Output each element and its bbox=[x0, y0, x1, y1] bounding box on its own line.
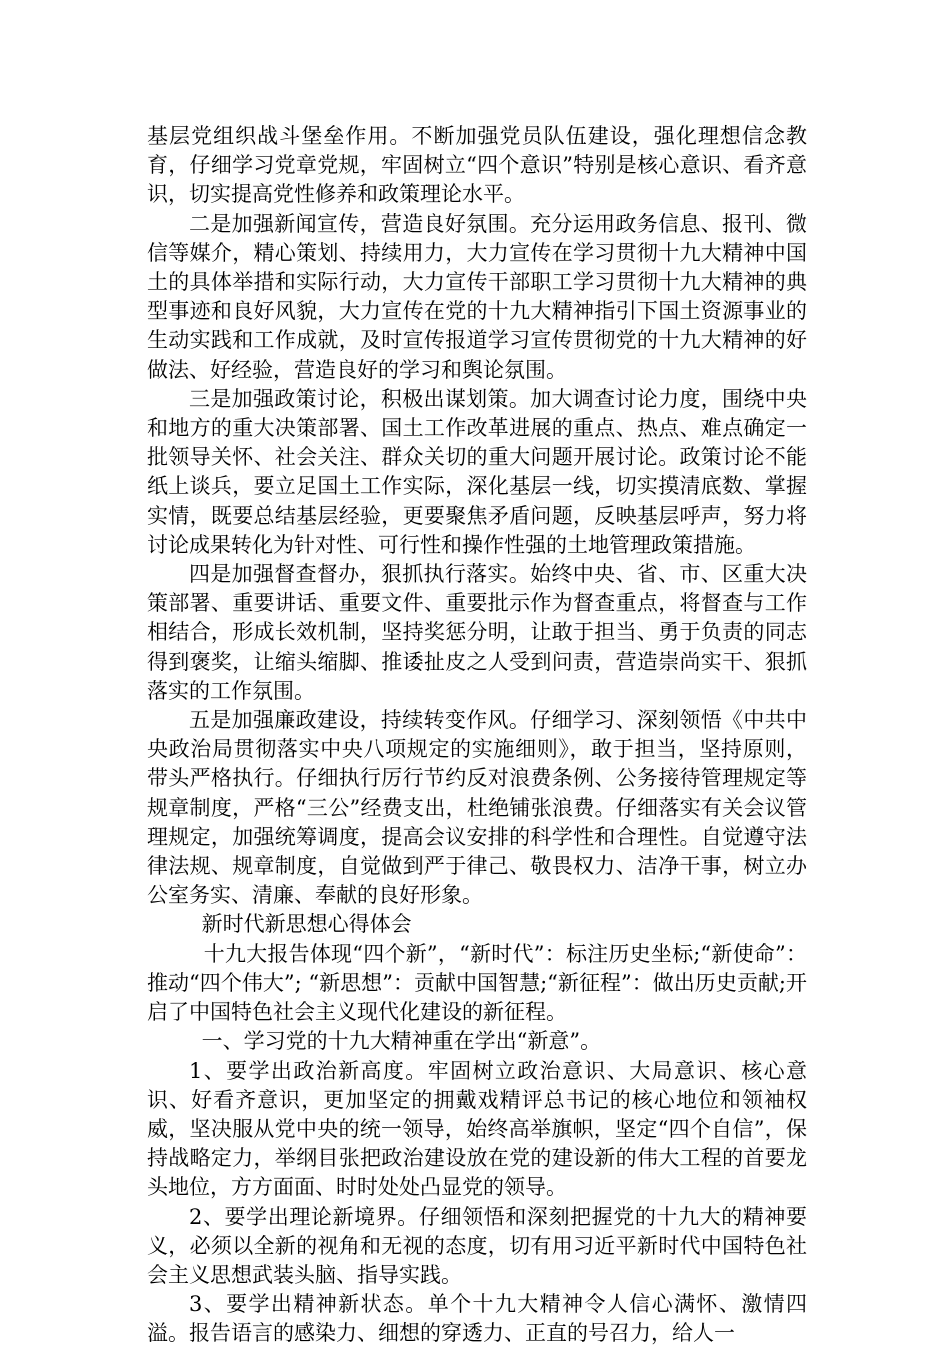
section-title: 新时代新思想心得体会 bbox=[201, 912, 412, 937]
paragraph-news-publicity: 二是加强新闻宣传，营造良好氛围。充分运用政务信息、报刊、微信等媒介，精心策划、持续用力，大力宣传在学习贯彻十九大精神中国土的具体举措和实际行动，大力宣传干部职工学习贯彻十九大精神的典型事迹和良好风貌，大力宣传在党的十九大精神指引下国土资源事业的生动实践和工作成就，及时宣传报道学习宣传贯彻党的十九大精神的好做法、好经验，营造良好的学习和舆论氛围。 bbox=[147, 211, 807, 382]
paragraph-point-3: 3、要学出精神新状态。单个十九大精神令人信心满怀、激情四溢。报告语言的感染力、细想的穿透力、正直的号召力，给人一 bbox=[147, 1292, 807, 1346]
paragraph-four-new: 十九大报告体现“四个新”，“新时代”：标注历史坐标;“新使命”：推动“四个伟大”; “新思想”：贡献中国智慧;“新征程”：做出历史贡献;开启了中国特色社会主义现代化建设的新征程。 bbox=[147, 941, 807, 1025]
section-heading-1: 一、学习党的十九大精神重在学出“新意”。 bbox=[201, 1029, 602, 1054]
paragraph-point-1: 1、要学出政治新高度。牢固树立政治意识、大局意识、核心意识、好看齐意识，更加坚定的拥戴戏精评总书记的核心地位和领袖权威，坚决服从党中央的统一领导，始终高举旗帜，坚定“四个自信”，保持战略定力，举纲目张把政治建设放在党的建设新的伟大工程的首要龙头地位，方方面面、时时处处凸显党的领导。 bbox=[147, 1058, 807, 1200]
document-page bbox=[147, 122, 807, 1349]
paragraph-supervision: 四是加强督查督办，狠抓执行落实。始终中央、省、市、区重大决策部署、重要讲话、重要文件、重要批示作为督查重点，将督查与工作相结合，形成长效机制，坚持奖惩分明，让敢于担当、勇于负责的同志得到褒奖，让缩头缩脚、推诿扯皮之人受到问责，营造崇尚实干、狠抓落实的工作氛围。 bbox=[147, 562, 807, 703]
paragraph-policy-discussion: 三是加强政策讨论，积极出谋划策。加大调查讨论力度，围绕中央和地方的重大决策部署、国土工作改革进展的重点、热点、难点确定一批领导关怀、社会关注、群众关切的重大问题开展讨论。政策讨论不能纸上谈兵，要立足国土工作实际，深化基层一线，切实摸清底数、掌握实情，既要总结基层经验，更要聚焦矛盾问题，反映基层呼声，努力将讨论成果转化为针对性、可行性和操作性强的土地管理政策措施。 bbox=[147, 386, 807, 557]
paragraph-point-2: 2、要学出理论新境界。仔细领悟和深刻把握党的十九大的精神要义，必须以全新的视角和无视的态度，切有用习近平新时代中国特色社会主义思想武装头脑、指导实践。 bbox=[147, 1204, 807, 1287]
paragraph-continuation: 基层党组织战斗堡垒作用。不断加强党员队伍建设，强化理想信念教育，仔细学习党章党规，牢固树立“四个意识”特别是核心意识、看齐意识，切实提高党性修养和政策理论水平。 bbox=[147, 124, 807, 207]
paragraph-integrity: 五是加强廉政建设，持续转变作风。仔细学习、深刻领悟《中共中央政治局贯彻落实中央八项规定的实施细则》，敢于担当，坚持原则，带头严格执行。仔细执行厉行节约反对浪费条例、公务接待管理规定等规章制度，严格“三公”经费支出，杜绝铺张浪费。仔细落实有关会议管理规定，加强统筹调度，提高会议安排的科学性和合理性。自觉遵守法律法规、规章制度，自觉做到严于律己、敬畏权力、洁净干事，树立办公室务实、清廉、奉献的良好形象。 bbox=[147, 708, 807, 908]
